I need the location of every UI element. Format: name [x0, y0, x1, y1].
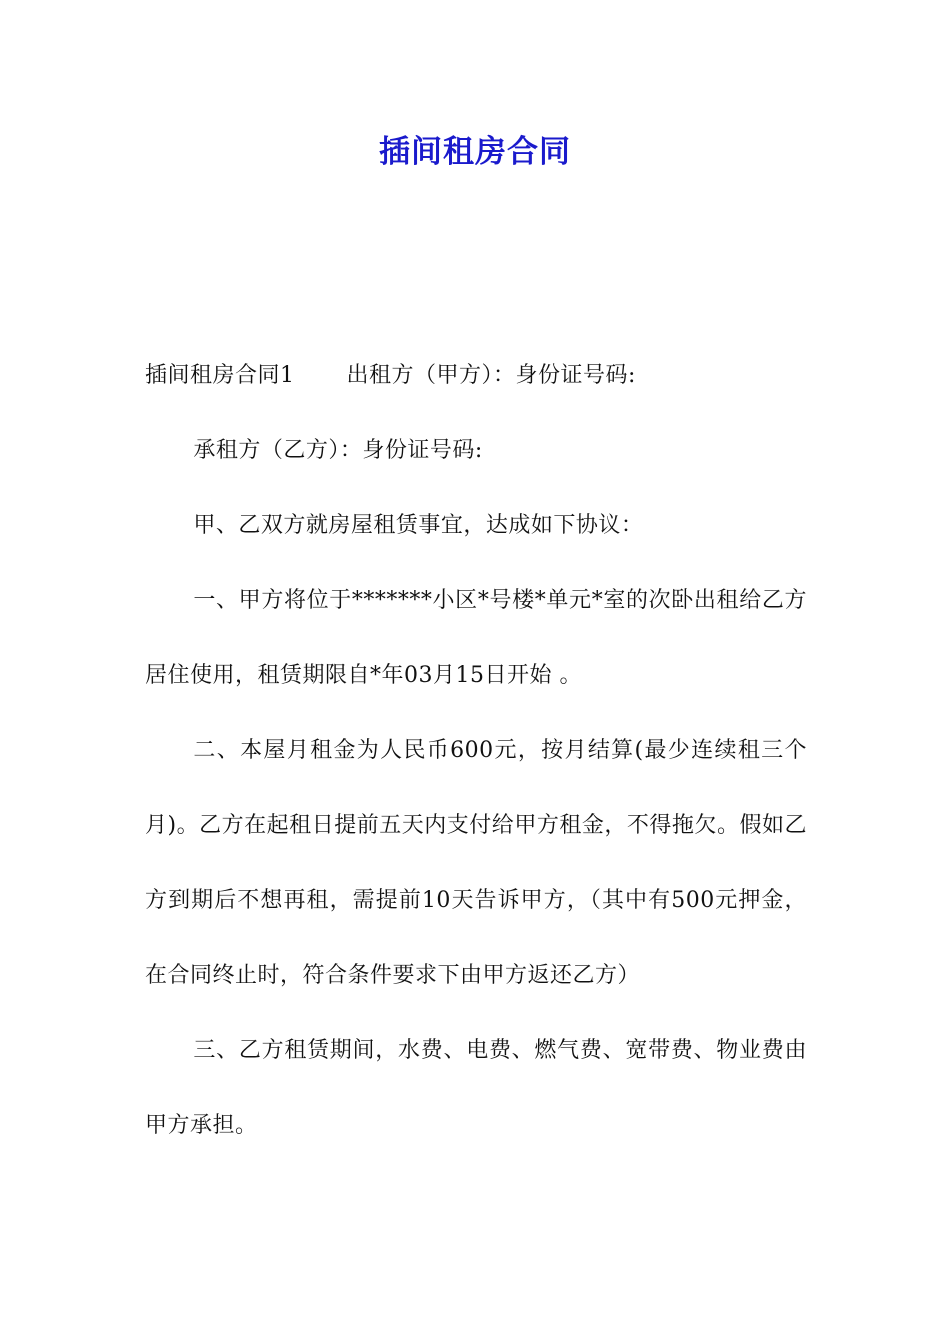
agreement-intro: 甲、乙双方就房屋租赁事宜，达成如下协议：	[193, 513, 644, 538]
clause-3: 三、乙方租赁期间，水费、电费、燃气费、宽带费、物业费由甲方承担。	[145, 1038, 807, 1138]
lessor-line: 出租方（甲方）：身份证号码:	[346, 363, 636, 388]
clause-2: 二、本屋月租金为人民币600元，按月结算(最少连续租三个月)。乙方在起租日提前五天内支付给甲方租金，不得拖欠。假如乙方到期后不想再租，需提前10天告诉甲方，（其中有500元押金，在合同终止时，符合条件要求下由甲方返还乙方）	[145, 738, 807, 988]
party-a-line	[145, 338, 807, 413]
document-title: 插间租房合同	[379, 134, 571, 170]
document-body	[145, 338, 807, 1163]
lessee-line: 承租方（乙方）：身份证号码:	[193, 438, 483, 463]
heading-label: 插间租房合同1	[145, 363, 295, 388]
clause-1: 一、甲方将位于*******小区*号楼*单元*室的次卧出租给乙方居住使用，租赁期限自*年03月15日开始 。	[145, 588, 807, 688]
